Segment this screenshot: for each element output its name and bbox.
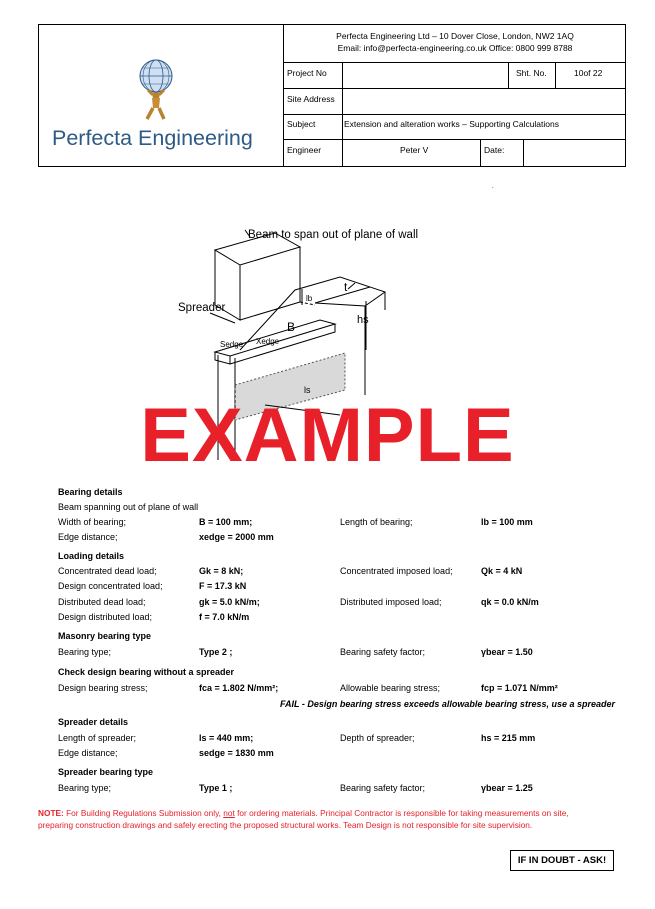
edge-label: Edge distance; — [58, 532, 118, 542]
t-label: t — [344, 280, 348, 294]
bearing-details-title: Bearing details — [58, 487, 123, 497]
spreader-sf-label: Bearing safety factor; — [340, 783, 426, 793]
bearing-type-value: Type 2 ; — [199, 647, 233, 657]
conc-dead-value: Gk = 8 kN; — [199, 566, 244, 576]
spreader-bt-value: Type 1 ; — [199, 783, 233, 793]
beam-spanning: Beam spanning out of plane of wall — [58, 502, 199, 512]
spreader-depth-label: Depth of spreader; — [340, 733, 415, 743]
length-value: lb = 100 mm — [481, 517, 533, 527]
engineer-value: Peter V — [400, 145, 429, 155]
beam-label: Beam to span out of plane of wall — [248, 229, 419, 241]
design-stress-value: fca = 1.802 N/mm²; — [199, 683, 279, 693]
allow-stress-value: fcp = 1.071 N/mm² — [481, 683, 558, 693]
masonry-title: Masonry bearing type — [58, 631, 152, 641]
design-stress-label: Design bearing stress; — [58, 683, 148, 693]
row-line — [283, 114, 626, 115]
row-line — [283, 88, 626, 89]
dist-imp-label: Distributed imposed load; — [340, 597, 442, 607]
col-line — [342, 62, 343, 167]
design-dist-label: Design distributed load; — [58, 612, 153, 622]
date-label: Date: — [484, 145, 505, 155]
length-label: Length of bearing; — [340, 517, 413, 527]
loading-title: Loading details — [58, 551, 125, 561]
design-conc-label: Design concentrated load; — [58, 581, 163, 591]
stray-mark: . — [492, 184, 494, 190]
conc-imp-value: Qk = 4 kN — [481, 566, 523, 576]
subject-label: Subject — [287, 119, 316, 129]
spreader-length-label: Length of spreader; — [58, 733, 137, 743]
spreader-length-value: ls = 440 mm; — [199, 733, 254, 743]
site-address-label: Site Address — [287, 94, 335, 104]
safety-label: Bearing safety factor; — [340, 647, 426, 657]
fail-message: FAIL - Design bearing stress exceeds allowable bearing stress, use a spreader — [280, 699, 615, 709]
atlas-globe-logo-icon — [130, 56, 182, 122]
width-label: Width of bearing; — [58, 517, 127, 527]
ls-label: ls — [304, 385, 311, 395]
sht-no-label: Sht. No. — [516, 68, 547, 78]
spreader-depth-value: hs = 215 mm — [481, 733, 536, 743]
conc-imp-label: Concentrated imposed load; — [340, 566, 453, 576]
conc-dead-label: Concentrated dead load; — [58, 566, 157, 576]
hs-label: hs — [357, 314, 369, 326]
subject-value: Extension and alteration works – Supporting Calculations — [344, 119, 559, 129]
row-line — [283, 139, 626, 140]
dist-dead-value: gk = 5.0 kN/m; — [199, 597, 260, 607]
spreader-type-title: Spreader bearing type — [58, 767, 154, 777]
bearing-type-label: Bearing type; — [58, 647, 112, 657]
if-in-doubt-box: IF IN DOUBT - ASK! — [510, 850, 614, 871]
col-line — [555, 62, 556, 88]
example-watermark: EXAMPLE — [140, 393, 515, 478]
spreader-sf-value: γbear = 1.25 — [481, 783, 533, 793]
design-dist-value: f = 7.0 kN/m — [199, 612, 250, 622]
check-title: Check design bearing without a spreader — [58, 667, 235, 677]
xedge-label: Xedge — [256, 337, 280, 346]
allow-stress-label: Allowable bearing stress; — [340, 683, 441, 693]
dist-imp-value: qk = 0.0 kN/m — [481, 597, 539, 607]
design-conc-value: F = 17.3 kN — [199, 581, 247, 591]
company-address: Perfecta Engineering Ltd – 10 Dover Close, London, NW2 1AQ Email: info@perfecta-engineering.co.uk Office: 0800 999 8788 — [336, 31, 574, 53]
brand-name: Perfecta Engineering — [52, 126, 253, 150]
col-line — [480, 139, 481, 167]
row-line — [283, 62, 626, 63]
width-value: B = 100 mm; — [199, 517, 253, 527]
spreader-edge-value: sedge = 1830 mm — [199, 748, 274, 758]
spreader-edge-label: Edge distance; — [58, 748, 118, 758]
sht-no-value: 10of 22 — [574, 68, 603, 78]
col-line — [508, 62, 509, 88]
b-label: B — [287, 320, 296, 334]
col-line — [523, 139, 524, 167]
safety-value: γbear = 1.50 — [481, 647, 533, 657]
dist-dead-label: Distributed dead load; — [58, 597, 146, 607]
lb-label: lb — [306, 294, 313, 303]
spreader-label: Spreader — [178, 302, 226, 314]
sedge-label: Sedge — [220, 340, 244, 349]
edge-value: xedge = 2000 mm — [199, 532, 274, 542]
engineer-label: Engineer — [287, 145, 322, 155]
project-no-label: Project No — [287, 68, 327, 78]
spreader-title: Spreader details — [58, 717, 129, 727]
spreader-bt-label: Bearing type; — [58, 783, 112, 793]
footer-note: NOTE: For Building Regulations Submission only, not for ordering materials. Principal Contractor is responsible for taking measurements on site, preparing construction drawings and safely erecting the proposed structural works. Team Design is not responsible for site supervision. — [38, 808, 569, 830]
